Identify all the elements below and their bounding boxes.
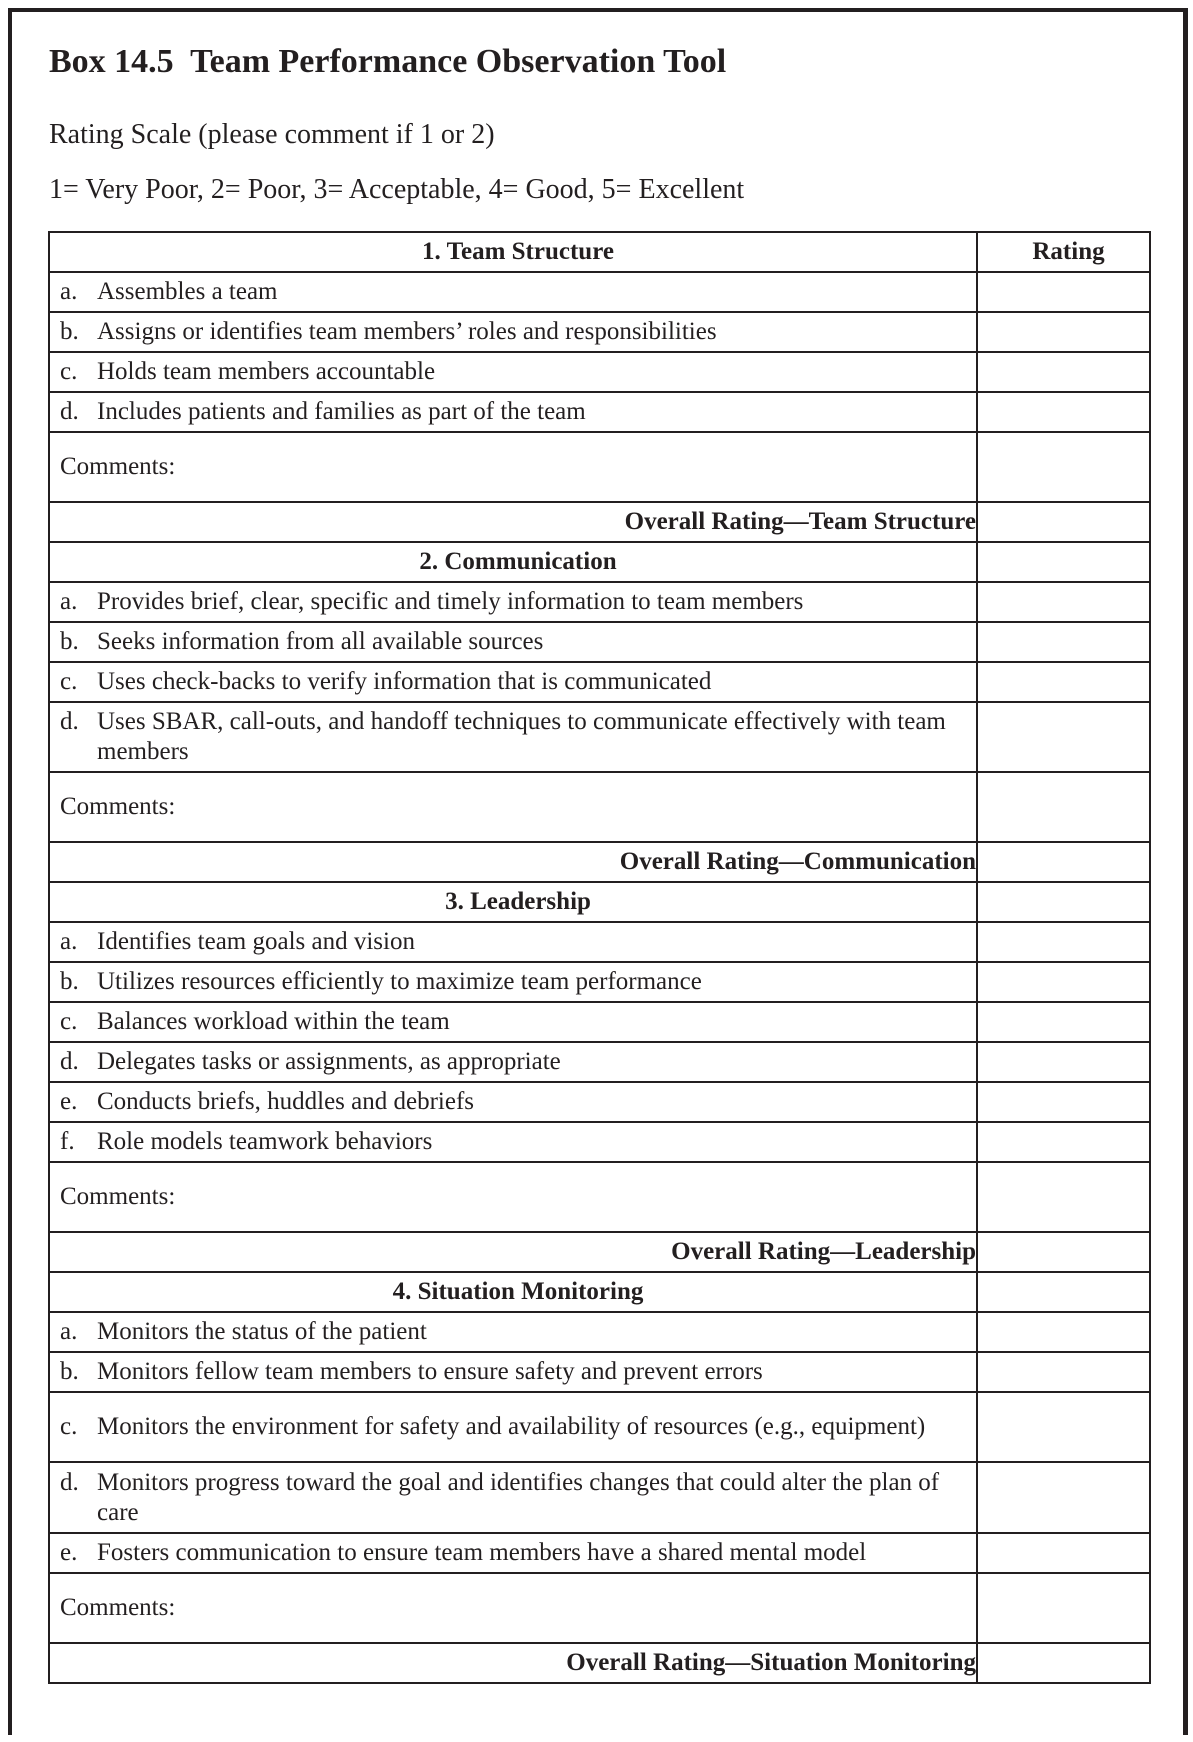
item-cell (49, 662, 977, 702)
comments-rating-blank (977, 432, 1150, 502)
item-text: Uses check-backs to verify information that is communicated (97, 668, 712, 695)
item-text: Conducts briefs, huddles and debriefs (97, 1088, 475, 1115)
box-frame-right (1183, 8, 1188, 1735)
overall-rating-row (49, 842, 1150, 882)
rating-column-header: Rating (977, 232, 1150, 272)
item-cell (49, 582, 977, 622)
item-text: Role models teamwork behaviors (97, 1128, 433, 1155)
item-text: Fosters communication to ensure team members have a shared mental model (97, 1539, 867, 1566)
overall-rating-input[interactable] (977, 842, 1150, 882)
item-letter: a. (60, 278, 78, 305)
table-row (49, 1312, 1150, 1352)
item-text: Holds team members accountable (97, 358, 436, 385)
overall-rating-label: Overall Rating—Team Structure (49, 502, 977, 542)
comments-rating-blank (977, 1573, 1150, 1643)
rating-input-cell[interactable] (977, 622, 1150, 662)
item-cell (49, 1122, 977, 1162)
section-header-row (49, 232, 1150, 272)
rating-scale-note: Rating Scale (please comment if 1 or 2) (49, 119, 495, 150)
item-cell (49, 1002, 977, 1042)
item-cell (49, 392, 977, 432)
section-heading: 4. Situation Monitoring (49, 1272, 977, 1312)
comments-field[interactable]: Comments: (49, 772, 977, 842)
table-row (49, 702, 1150, 772)
item-letter: b. (60, 968, 79, 995)
table-row (49, 922, 1150, 962)
comments-field[interactable]: Comments: (49, 1573, 977, 1643)
table-row (49, 312, 1150, 352)
rating-input-cell[interactable] (977, 312, 1150, 352)
comments-rating-blank (977, 772, 1150, 842)
section-header-row (49, 542, 1150, 582)
item-letter: f. (60, 1128, 75, 1155)
item-cell (49, 1312, 977, 1352)
rating-input-cell[interactable] (977, 1462, 1150, 1533)
item-letter: c. (60, 1008, 78, 1035)
comments-field[interactable]: Comments: (49, 432, 977, 502)
item-cell (49, 1533, 977, 1573)
table-row (49, 1392, 1150, 1462)
rating-input-cell[interactable] (977, 1122, 1150, 1162)
overall-rating-row (49, 1232, 1150, 1272)
overall-rating-label: Overall Rating—Situation Monitoring (49, 1643, 977, 1683)
table-row (49, 622, 1150, 662)
item-text: Provides brief, clear, specific and timely information to team members (97, 588, 804, 615)
item-letter: e. (60, 1088, 78, 1115)
table-row (49, 1082, 1150, 1122)
section-header-row (49, 1272, 1150, 1312)
item-letter: c. (60, 358, 78, 385)
item-letter: b. (60, 628, 79, 655)
rating-input-cell[interactable] (977, 1312, 1150, 1352)
table-row (49, 662, 1150, 702)
item-cell (49, 702, 977, 772)
comments-rating-blank (977, 1162, 1150, 1232)
item-letter: a. (60, 928, 78, 955)
page-title: Box 14.5 Team Performance Observation Tool (49, 43, 727, 80)
rating-blank (977, 542, 1150, 582)
item-text: Balances workload within the team (97, 1008, 450, 1035)
item-text: Monitors progress toward the goal and identifies changes that could alter the plan of care (97, 1468, 940, 1526)
item-text: Assembles a team (97, 278, 278, 305)
rating-input-cell[interactable] (977, 662, 1150, 702)
overall-rating-label: Overall Rating—Communication (49, 842, 977, 882)
item-text: Identifies team goals and vision (97, 928, 415, 955)
rating-input-cell[interactable] (977, 1002, 1150, 1042)
comments-row (49, 772, 1150, 842)
rating-input-cell[interactable] (977, 1082, 1150, 1122)
item-text: Monitors the environment for safety and availability of resources (e.g., equipment) (97, 1413, 926, 1440)
item-text: Delegates tasks or assignments, as appropriate (97, 1048, 561, 1075)
table-row (49, 352, 1150, 392)
rating-input-cell[interactable] (977, 392, 1150, 432)
box-frame-top (8, 8, 1188, 12)
item-cell (49, 312, 977, 352)
item-text: Monitors fellow team members to ensure safety and prevent errors (97, 1358, 763, 1385)
item-letter: c. (60, 668, 78, 695)
table-row (49, 962, 1150, 1002)
rating-blank (977, 1272, 1150, 1312)
section-heading: 2. Communication (49, 542, 977, 582)
comments-row (49, 432, 1150, 502)
item-letter: c. (60, 1413, 78, 1440)
table-row (49, 1122, 1150, 1162)
item-letter: d. (60, 1048, 79, 1075)
item-text: Seeks information from all available sources (97, 628, 544, 655)
comments-row (49, 1573, 1150, 1643)
item-cell (49, 1462, 977, 1533)
observation-table (48, 231, 1151, 1684)
rating-input-cell[interactable] (977, 272, 1150, 312)
rating-input-cell[interactable] (977, 1392, 1150, 1462)
section-heading: 3. Leadership (49, 882, 977, 922)
box-frame-left (8, 8, 12, 1735)
overall-rating-input[interactable] (977, 1643, 1150, 1683)
item-letter: b. (60, 318, 79, 345)
item-letter: a. (60, 588, 78, 615)
item-cell (49, 622, 977, 662)
rating-input-cell[interactable] (977, 1042, 1150, 1082)
comments-field[interactable]: Comments: (49, 1162, 977, 1232)
item-letter: a. (60, 1318, 78, 1345)
table-row (49, 1462, 1150, 1533)
item-text: Monitors the status of the patient (97, 1318, 427, 1345)
overall-rating-input[interactable] (977, 1232, 1150, 1272)
rating-input-cell[interactable] (977, 702, 1150, 772)
item-cell (49, 962, 977, 1002)
item-letter: b. (60, 1358, 79, 1385)
comments-row (49, 1162, 1150, 1232)
rating-input-cell[interactable] (977, 922, 1150, 962)
item-text: Utilizes resources efficiently to maximize team performance (97, 968, 702, 995)
item-cell (49, 352, 977, 392)
table-row (49, 1352, 1150, 1392)
overall-rating-label: Overall Rating—Leadership (49, 1232, 977, 1272)
item-cell (49, 272, 977, 312)
item-text: Uses SBAR, call-outs, and handoff techniques to communicate effectively with team members (97, 708, 946, 765)
overall-rating-input[interactable] (977, 502, 1150, 542)
item-cell (49, 1082, 977, 1122)
item-letter: d. (60, 398, 79, 425)
table-row (49, 582, 1150, 622)
table-row (49, 1042, 1150, 1082)
table-row (49, 392, 1150, 432)
rating-input-cell[interactable] (977, 962, 1150, 1002)
rating-input-cell[interactable] (977, 582, 1150, 622)
item-text: Includes patients and families as part of the team (97, 398, 586, 425)
item-letter: d. (60, 708, 79, 735)
rating-input-cell[interactable] (977, 352, 1150, 392)
rating-input-cell[interactable] (977, 1533, 1150, 1573)
rating-scale-definition: 1= Very Poor, 2= Poor, 3= Acceptable, 4= Good, 5= Excellent (49, 174, 745, 205)
table-row (49, 1002, 1150, 1042)
item-cell (49, 1352, 977, 1392)
rating-blank (977, 882, 1150, 922)
item-cell (49, 922, 977, 962)
section-header-row (49, 882, 1150, 922)
item-text: Assigns or identifies team members’ roles and responsibilities (97, 318, 717, 345)
overall-rating-row (49, 1643, 1150, 1683)
item-cell (49, 1042, 977, 1082)
rating-input-cell[interactable] (977, 1352, 1150, 1392)
table-row (49, 272, 1150, 312)
item-cell (49, 1392, 977, 1462)
item-letter: e. (60, 1539, 78, 1566)
table-row (49, 1533, 1150, 1573)
section-heading: 1. Team Structure (49, 232, 977, 272)
overall-rating-row (49, 502, 1150, 542)
item-letter: d. (60, 1468, 79, 1496)
